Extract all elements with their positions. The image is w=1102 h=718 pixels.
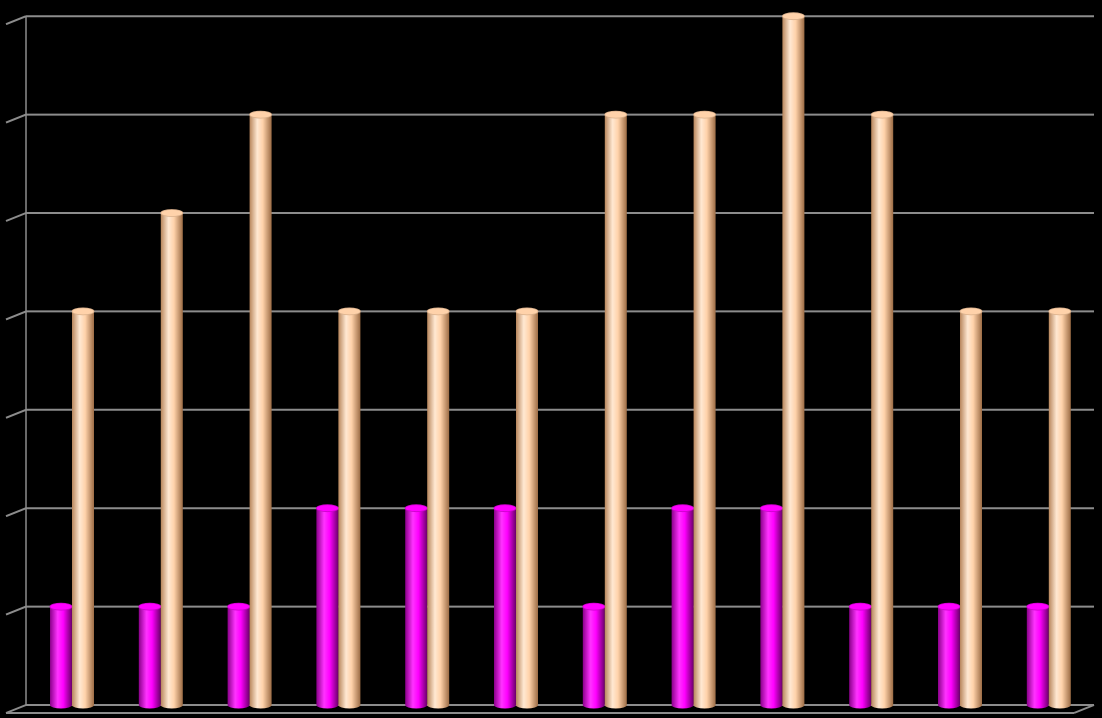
bar-body <box>72 311 94 708</box>
bar-series-2 <box>960 308 982 709</box>
gridline-depth-tick <box>6 213 26 221</box>
bar-series-1 <box>50 603 72 708</box>
bar-cap <box>516 308 538 315</box>
bar-series-1 <box>139 603 161 708</box>
bar-body <box>316 508 338 708</box>
bar-body <box>960 311 982 708</box>
bar-cap <box>1027 603 1049 610</box>
bar-cap <box>494 505 516 512</box>
bar-cap <box>849 603 871 610</box>
gridline-depth-tick <box>6 508 26 516</box>
bar-body <box>338 311 360 708</box>
bar-body <box>139 607 161 709</box>
bar-cap <box>672 505 694 512</box>
bar-series-2 <box>605 111 627 708</box>
bar-body <box>250 115 272 709</box>
bar-cap <box>871 111 893 118</box>
bar-series-2 <box>338 308 360 709</box>
bar-body <box>494 508 516 708</box>
bar-cap <box>427 308 449 315</box>
bar-series-1 <box>494 505 516 709</box>
bar-cap <box>760 505 782 512</box>
gridline-depth-tick <box>6 410 26 418</box>
bar-body <box>871 115 893 709</box>
gridline-depth-tick <box>6 607 26 615</box>
bar-series-1 <box>938 603 960 708</box>
bar-body <box>427 311 449 708</box>
bar-body <box>516 311 538 708</box>
bar-cap <box>782 13 804 20</box>
gridline-depth-tick <box>6 115 26 123</box>
bar-cap <box>338 308 360 315</box>
bar-cap <box>605 111 627 118</box>
bar-series-1 <box>405 505 427 709</box>
bars <box>50 13 1071 709</box>
bar-cap <box>161 210 183 217</box>
bar-cap <box>50 603 72 610</box>
bar-cap <box>228 603 250 610</box>
bar-series-2 <box>161 210 183 709</box>
bar-body <box>672 508 694 708</box>
bar-body <box>405 508 427 708</box>
bar-cap <box>583 603 605 610</box>
bar-body <box>1027 607 1049 709</box>
bar-cap <box>250 111 272 118</box>
bar-series-2 <box>72 308 94 709</box>
bar-series-2 <box>871 111 893 708</box>
bar-series-1 <box>228 603 250 708</box>
bar-series-1 <box>583 603 605 708</box>
bar-cap <box>1049 308 1071 315</box>
gridline-depth-tick <box>6 705 26 713</box>
bar-body <box>228 607 250 709</box>
floor-right-edge <box>1074 705 1094 713</box>
bar-series-1 <box>672 505 694 709</box>
bar-cap <box>694 111 716 118</box>
bar-body <box>161 213 183 709</box>
bar-series-1 <box>849 603 871 708</box>
bar-series-2 <box>250 111 272 708</box>
bar-body <box>849 607 871 709</box>
bar-series-2 <box>427 308 449 709</box>
bar-body <box>50 607 72 709</box>
bar-body <box>583 607 605 709</box>
gridline-depth-tick <box>6 311 26 319</box>
bar-body <box>694 115 716 709</box>
bar-body <box>938 607 960 709</box>
gridline-depth-tick <box>6 16 26 24</box>
bar-series-2 <box>694 111 716 708</box>
bar-series-1 <box>1027 603 1049 708</box>
bar-series-2 <box>1049 308 1071 709</box>
bar-series-1 <box>760 505 782 709</box>
bar-cap <box>405 505 427 512</box>
bar-body <box>782 16 804 708</box>
bar-cap <box>938 603 960 610</box>
bar-cap <box>139 603 161 610</box>
bar-cap <box>316 505 338 512</box>
bar-body <box>760 508 782 708</box>
bar-cap <box>960 308 982 315</box>
bar-series-2 <box>516 308 538 709</box>
bar-series-2 <box>782 13 804 709</box>
bar-cap <box>72 308 94 315</box>
bar-series-1 <box>316 505 338 709</box>
bar-body <box>1049 311 1071 708</box>
bar-body <box>605 115 627 709</box>
